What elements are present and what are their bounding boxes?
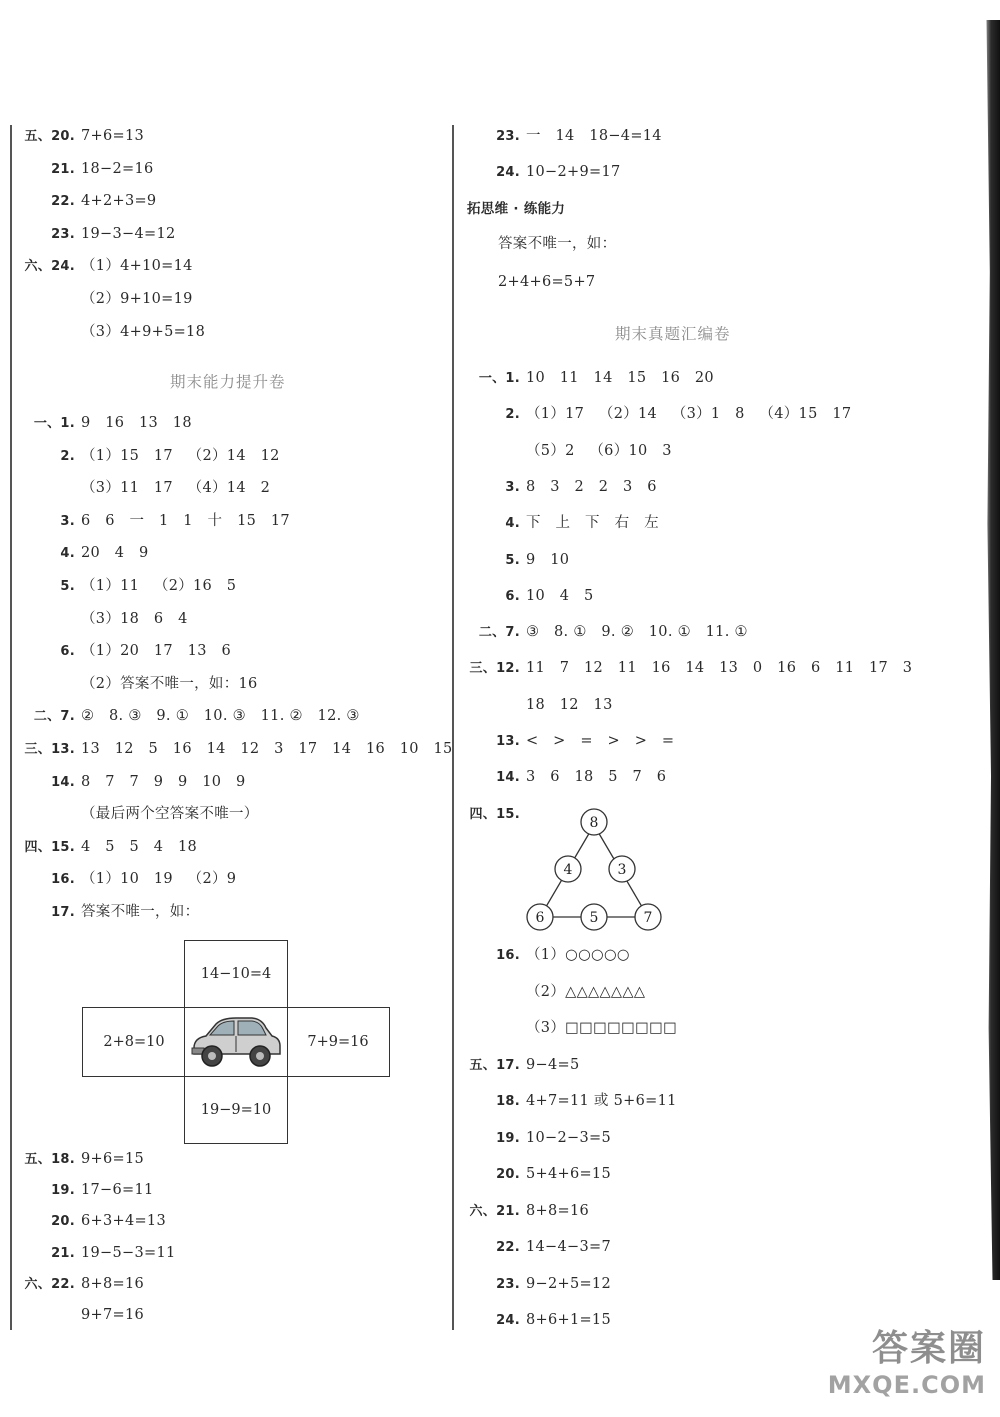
triangle-node-bottom-mid <box>581 904 607 930</box>
answer-text: 3 6 18 5 7 6 <box>526 769 667 786</box>
answer-text: 9−4=5 <box>526 1056 580 1073</box>
answer-text: < > = > > = <box>526 733 675 749</box>
answer-line <box>465 659 912 678</box>
question-number: 18. <box>496 1094 520 1109</box>
cross-left-text: 2+8=10 <box>103 1034 165 1050</box>
answer-text: 4 5 5 4 18 <box>81 838 198 855</box>
question-number: 六、22. <box>24 1276 75 1292</box>
question-number: 19. <box>496 1130 520 1146</box>
answer-text: 9+7=16 <box>81 1307 145 1323</box>
answer-line <box>20 642 231 661</box>
answer-line <box>20 257 193 276</box>
answer-line <box>20 903 199 922</box>
answer-text: 5+4+6=15 <box>526 1166 611 1182</box>
answer-text: 答案不唯一，如： <box>81 904 200 920</box>
answer-line <box>465 551 569 570</box>
answer-text: （3）18 6 4 <box>81 610 188 627</box>
triangle-node-bottom-left <box>527 904 553 930</box>
question-number: 17. <box>51 905 75 920</box>
answer-line <box>465 1129 611 1148</box>
answer-text: ③ 8. ① 9. ② 10. ① 11. ① <box>526 624 748 641</box>
question-number: 16. <box>496 948 520 963</box>
question-number: 四、15. <box>24 839 75 855</box>
answer-text: 8+8=16 <box>526 1202 590 1219</box>
answer-text: ② 8. ③ 9. ① 10. ③ 11. ② 12. ③ <box>81 708 360 725</box>
answer-text: 17−6=11 <box>81 1182 154 1199</box>
question-number: 21. <box>51 1245 75 1261</box>
left-heading: 期末能力提升卷 <box>170 373 286 391</box>
answer-text: （1）○○○○○ <box>526 947 630 963</box>
answer-text: 19−3−4=12 <box>81 225 176 242</box>
column-divider <box>452 125 454 1330</box>
answer-text: 4+7=11 或 5+6=11 <box>526 1093 677 1109</box>
question-number: 三、12. <box>469 661 520 677</box>
svg-text:5: 5 <box>589 910 599 926</box>
answer-line <box>465 946 630 965</box>
answer-line <box>20 610 188 628</box>
question-number: 5. <box>60 579 75 594</box>
answer-text: 11 7 12 11 16 14 13 0 16 6 11 17 3 <box>526 660 913 677</box>
answer-line <box>20 447 280 466</box>
cross-bottom-box <box>184 1076 288 1144</box>
answer-text: 10−2−3=5 <box>526 1129 611 1146</box>
question-number: 四、15. <box>469 806 520 822</box>
answer-line <box>465 1202 589 1221</box>
question-number: 23. <box>496 1276 520 1292</box>
answer-text: 9 16 13 18 <box>81 415 192 431</box>
cross-right-text: 7+9=16 <box>307 1034 369 1050</box>
answer-line <box>465 805 526 824</box>
triangle-node-left-mid <box>555 856 581 882</box>
answer-line <box>465 405 851 424</box>
cross-top-box <box>184 940 288 1008</box>
question-number: 六、24. <box>24 259 75 275</box>
answer-line <box>20 127 144 146</box>
question-number: 4. <box>505 516 520 532</box>
answer-line <box>465 1275 611 1294</box>
cross-right-box <box>287 1007 390 1077</box>
right-section-title: 拓思维 · 练能力 <box>467 201 566 217</box>
answer-line <box>465 442 672 460</box>
answer-text: 2+4+6=5+7 <box>498 274 596 290</box>
answer-text: （2）△△△△△△△ <box>526 983 646 1000</box>
answer-text: 18 12 13 <box>526 696 613 713</box>
answer-line <box>465 1238 611 1257</box>
question-number: 5. <box>505 552 520 568</box>
answer-line <box>465 768 666 787</box>
answer-text: 13 12 5 16 14 12 3 17 14 16 10 15 <box>81 741 453 757</box>
svg-text:4: 4 <box>563 862 573 878</box>
answer-text: 8 7 7 9 9 10 9 <box>81 773 246 790</box>
answer-text: 答案不唯一，如： <box>498 236 617 252</box>
triangle-node-bottom-right <box>635 904 661 930</box>
question-number: 20. <box>496 1167 520 1182</box>
question-number: 五、20. <box>24 129 75 144</box>
watermark <box>828 1320 986 1399</box>
answer-text: 4+2+3=9 <box>81 193 157 210</box>
answer-text: （1）15 17 （2）14 12 <box>81 447 280 464</box>
answer-line <box>20 479 270 497</box>
question-number: 14. <box>51 774 75 790</box>
watermark-logo: 答案圈 <box>871 1328 986 1369</box>
answer-line <box>20 1150 144 1169</box>
question-number: 16. <box>51 872 75 888</box>
answer-line <box>20 544 149 563</box>
watermark-url: MXQE.COM <box>827 1371 986 1399</box>
answer-text: （1）20 17 13 6 <box>81 643 231 660</box>
answer-text: 7+6=13 <box>81 128 145 144</box>
answer-text: 9−2+5=12 <box>526 1275 611 1292</box>
answer-text: 14−4−3=7 <box>526 1239 611 1255</box>
answer-text: 8+8=16 <box>81 1275 145 1292</box>
answer-line <box>20 773 246 792</box>
answer-line <box>465 1165 611 1184</box>
question-number: 6. <box>505 588 520 604</box>
answer-text: （最后两个空答案不唯一） <box>81 806 259 823</box>
svg-text:8: 8 <box>589 815 599 831</box>
answer-line <box>465 235 616 253</box>
question-number: 23. <box>51 226 75 242</box>
question-number: 19. <box>51 1183 75 1199</box>
question-number: 20. <box>51 1214 75 1230</box>
triangle-node-right-mid <box>609 856 635 882</box>
answer-line <box>465 623 748 642</box>
question-number: 22. <box>51 194 75 210</box>
scanned-page-edge <box>970 20 1000 1280</box>
question-number: 一、1. <box>478 371 520 386</box>
question-number: 24. <box>496 1313 520 1328</box>
answer-text: 6+3+4=13 <box>81 1213 166 1230</box>
answer-text: （1）17 （2）14 （3）1 8 （4）15 17 <box>526 406 852 423</box>
answer-line <box>20 290 193 308</box>
question-number: 22. <box>496 1240 520 1255</box>
answer-text: 10 11 14 15 16 20 <box>526 370 714 386</box>
question-number: 13. <box>496 734 520 749</box>
answer-line <box>20 414 192 433</box>
answer-line <box>20 323 205 341</box>
answer-text: 9 10 <box>526 551 570 568</box>
question-number: 五、18. <box>24 1152 75 1167</box>
answer-line <box>465 1056 579 1075</box>
answer-line <box>20 707 360 726</box>
answer-text: （1）11 （2）16 5 <box>81 578 237 594</box>
question-number: 2. <box>505 407 520 423</box>
answer-text: （2）9+10=19 <box>81 291 193 307</box>
cross-bottom-text: 19−9=10 <box>200 1102 272 1118</box>
question-number: 4. <box>60 546 75 562</box>
svg-text:3: 3 <box>617 862 627 878</box>
answer-line <box>465 127 662 146</box>
answer-text: 20 4 9 <box>81 545 149 562</box>
question-number: 五、17. <box>469 1057 520 1073</box>
question-number: 三、13. <box>24 742 75 757</box>
right-heading: 期末真题汇编卷 <box>615 325 731 343</box>
answer-line <box>20 1244 176 1263</box>
answer-text: （1）10 19 （2）9 <box>81 871 237 888</box>
answer-line <box>20 870 236 889</box>
question-number: 3. <box>60 513 75 529</box>
answer-text: 8 3 2 2 3 6 <box>526 478 657 495</box>
answer-line <box>20 1275 144 1294</box>
question-number: 3. <box>505 479 520 495</box>
cross-top-text: 14−10=4 <box>200 966 272 982</box>
svg-text:6: 6 <box>535 910 545 926</box>
question-number: 6. <box>60 644 75 660</box>
answer-line <box>465 587 594 606</box>
answer-line <box>20 838 197 857</box>
question-number: 六、21. <box>469 1203 520 1219</box>
left-margin-rule <box>10 125 12 1330</box>
answer-line <box>465 514 659 533</box>
answer-line <box>465 1092 677 1111</box>
answer-text: 下 上 下 右 左 <box>526 515 659 532</box>
answer-text: （3）□□□□□□□□ <box>526 1020 678 1036</box>
answer-line <box>20 192 156 211</box>
svg-text:7: 7 <box>643 910 653 926</box>
car-icon <box>188 1014 284 1070</box>
answer-text: （5）2 （6）10 3 <box>526 442 672 459</box>
question-number: 21. <box>51 161 75 177</box>
answer-text: （1）4+10=14 <box>81 258 193 275</box>
question-number: 24. <box>496 165 520 180</box>
answer-line <box>20 740 453 759</box>
answer-text: 18−2=16 <box>81 160 154 177</box>
question-number: 2. <box>60 448 75 464</box>
answer-line <box>465 163 621 182</box>
answer-line <box>465 1019 677 1037</box>
answer-text: （3）11 17 （4）14 2 <box>81 480 271 497</box>
answer-line <box>465 273 595 291</box>
answer-line <box>20 805 259 823</box>
answer-text: 9+6=15 <box>81 1151 145 1167</box>
answer-text: 19−5−3=11 <box>81 1244 176 1261</box>
answer-line <box>20 1306 144 1324</box>
answer-text: 10−2+9=17 <box>526 164 621 180</box>
answer-line <box>465 1311 611 1330</box>
answer-line <box>465 696 613 714</box>
answer-text: 6 6 一 1 1 十 15 17 <box>81 512 290 529</box>
answer-line <box>20 512 290 531</box>
triangle-node-top <box>581 809 607 835</box>
question-number: 二、7. <box>478 625 520 641</box>
answer-line <box>20 1181 154 1200</box>
question-number: 14. <box>496 770 520 786</box>
answer-line <box>20 160 154 179</box>
answer-line <box>20 577 236 596</box>
answer-line <box>20 225 176 244</box>
answer-text: （3）4+9+5=18 <box>81 323 206 340</box>
number-triangle-diagram <box>520 805 680 935</box>
answer-line <box>465 732 674 751</box>
answer-line <box>465 983 645 1001</box>
question-number: 一、1. <box>33 416 75 431</box>
answer-text: （2）答案不唯一，如：16 <box>81 675 258 692</box>
answer-line <box>465 369 714 388</box>
answer-line <box>465 478 657 497</box>
cross-left-box <box>82 1007 185 1077</box>
answer-text: 8+6+1=15 <box>526 1312 611 1328</box>
answer-line <box>20 1212 166 1231</box>
question-number: 23. <box>496 129 520 144</box>
answer-line <box>20 675 258 693</box>
question-number: 二、7. <box>33 709 75 725</box>
answer-text: 10 4 5 <box>526 587 594 604</box>
answer-text: 一 14 18−4=14 <box>526 128 662 144</box>
